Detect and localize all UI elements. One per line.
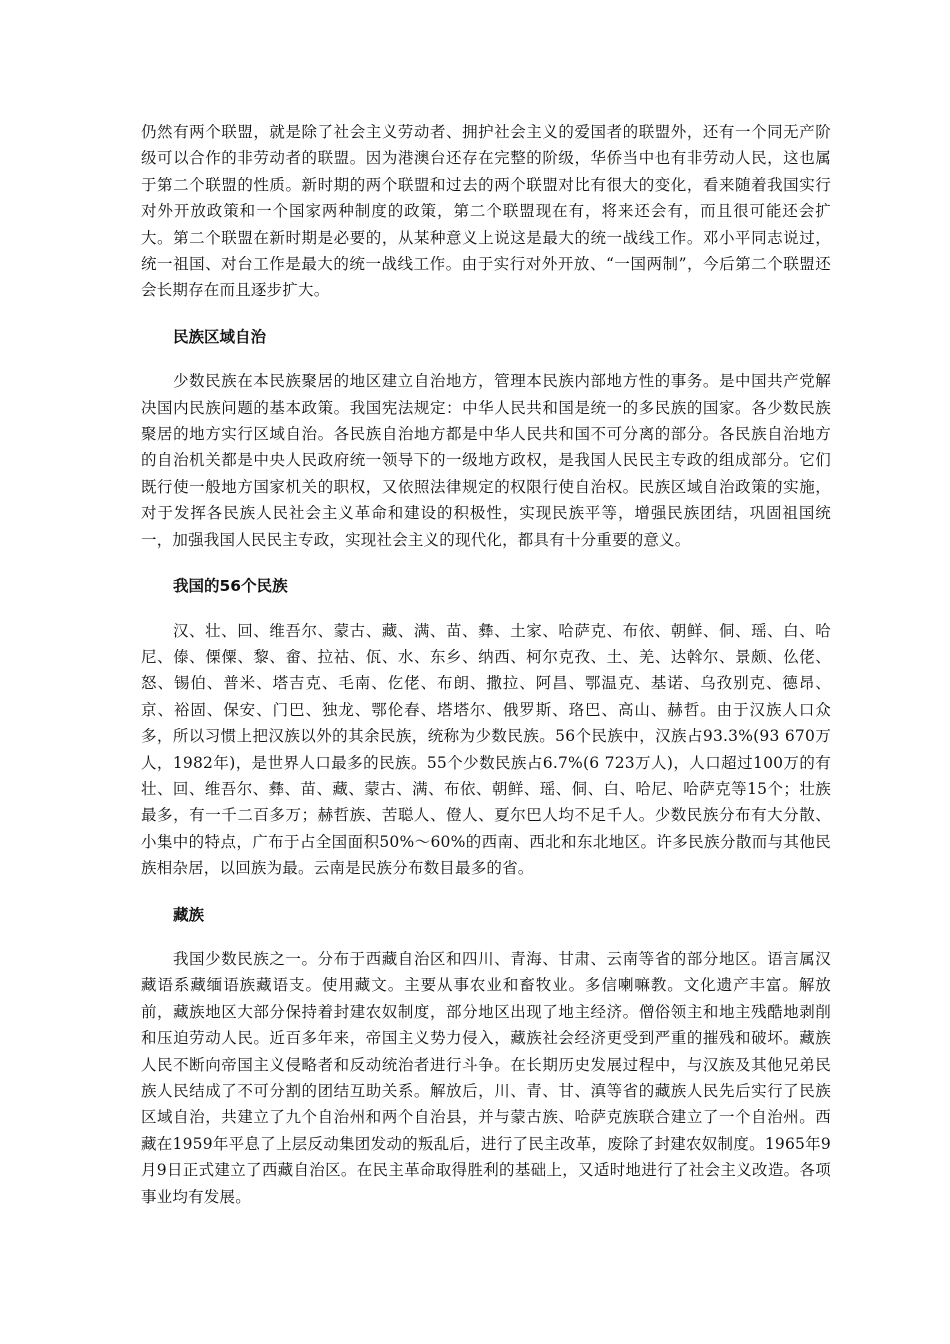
section-body-56-ethnic-groups: 汉、壮、回、维吾尔、蒙古、藏、满、苗、彝、土家、哈萨克、布依、朝鲜、侗、瑶、白、哈尼、傣、傈僳、黎、畲、拉祜、佤、水、东乡、纳西、柯尔克孜、土、羌、达斡尔、景颇、仫佬、怒、锡伯、普米、塔吉克、毛南、仡佬、布朗、撒拉、阿昌、鄂温克、基诺、乌孜别克、德昂、京、裕固、保安、门巴、独龙、鄂伦春、塔塔尔、俄罗斯、珞巴、高山、赫哲。由于汉族人口众多，所以习惯上把汉族以外的其余民族，统称为少数民族。56个民族中，汉族占93.3%(93 670万人，1982年)，是世界人口最多的民族。55个少数民族占6.7%(6 723万人)，人口超过100万的有壮、回、维吾尔、彝、苗、藏、蒙古、满、布依、朝鲜、瑶、侗、白、哈尼、哈萨克等15个；壮族最多，有一千二百多万；赫哲族、苦聪人、僜人、夏尔巴人均不足千人。少数民族分布有大分散、小集中的特点，广布于占全国面积50%～60%的西南、西北和东北地区。许多民族分散而与其他民族相杂居，以回族为最。云南是民族分布数目最多的省。 <box>141 621 831 878</box>
spacer <box>141 350 831 368</box>
spacer <box>141 928 831 946</box>
spacer <box>141 304 831 324</box>
document-page <box>141 119 831 1210</box>
spacer <box>141 600 831 618</box>
section-heading-tibetan: 藏族 <box>173 905 205 924</box>
section-body-regional-autonomy: 少数民族在本民族聚居的地区建立自治地方，管理本民族内部地方性的事务。是中国共产党解决国内民族问题的基本政策。我国宪法规定：中华人民共和国是统一的多民族的国家。各少数民族聚居的地方实行区域自治。各民族自治地方都是中华人民共和国不可分离的部分。各民族自治地方的自治机关都是中央人民政府统一领导下的一级地方政权，是我国人民民主专政的组成部分。它们既行使一般地方国家机关的职权，又依照法律规定的权限行使自治权。民族区域自治政策的实施，对于发挥各民族人民社会主义革命和建设的积极性，实现民族平等，增强民族团结，巩固祖国统一，加强我国人民民主专政，实现社会主义的现代化，都具有十分重要的意义。 <box>141 372 831 549</box>
section-body-tibetan: 我国少数民族之一。分布于西藏自治区和四川、青海、甘肃、云南等省的部分地区。语言属汉藏语系藏缅语族藏语支。使用藏文。主要从事农业和畜牧业。多信喇嘛教。文化遗产丰富。解放前，藏族地区大部分保持着封建农奴制度，部分地区出现了地主经济。僧俗领主和地主残酷地剥削和压迫劳动人民。近百多年来，帝国主义势力侵入，藏族社会经济更受到严重的摧残和破坏。藏族人民不断向帝国主义侵略者和反动统治者进行斗争。在长期历史发展过程中，与汉族及其他兄弟民族人民结成了不可分割的团结互助关系。解放后，川、青、甘、滇等省的藏族人民先后实行了民族区域自治，共建立了九个自治州和两个自治县，并与蒙古族、哈萨克族联合建立了一个自治州。西藏在1959年平息了上层反动集团发动的叛乱后，进行了民主改革，废除了封建农奴制度。1965年9月9日正式建立了西藏自治区。在民主革命取得胜利的基础上，又适时地进行了社会主义改造。各项事业均有发展。 <box>141 949 831 1206</box>
spacer <box>141 882 831 902</box>
intro-paragraph: 仍然有两个联盟，就是除了社会主义劳动者、拥护社会主义的爱国者的联盟外，还有一个同无产阶级可以合作的非劳动者的联盟。因为港澳台还存在完整的阶级，华侨当中也有非劳动人民，这也属于第二个联盟的性质。新时期的两个联盟和过去的两个联盟对比有很大的变化，看来随着我国实行对外开放政策和一个国家两种制度的政策，第二个联盟现在有，将来还会有，而且很可能还会扩大。第二个联盟在新时期是必要的，从某种意义上说这是最大的统一战线工作。邓小平同志说过，统一祖国、对台工作是最大的统一战线工作。由于实行对外开放、“一国两制”，今后第二个联盟还会长期存在而且逐步扩大。 <box>141 123 831 300</box>
section-heading-56-ethnic-groups: 我国的56个民族 <box>173 577 288 596</box>
section-heading-regional-autonomy: 民族区域自治 <box>173 327 267 346</box>
spacer <box>141 553 831 573</box>
